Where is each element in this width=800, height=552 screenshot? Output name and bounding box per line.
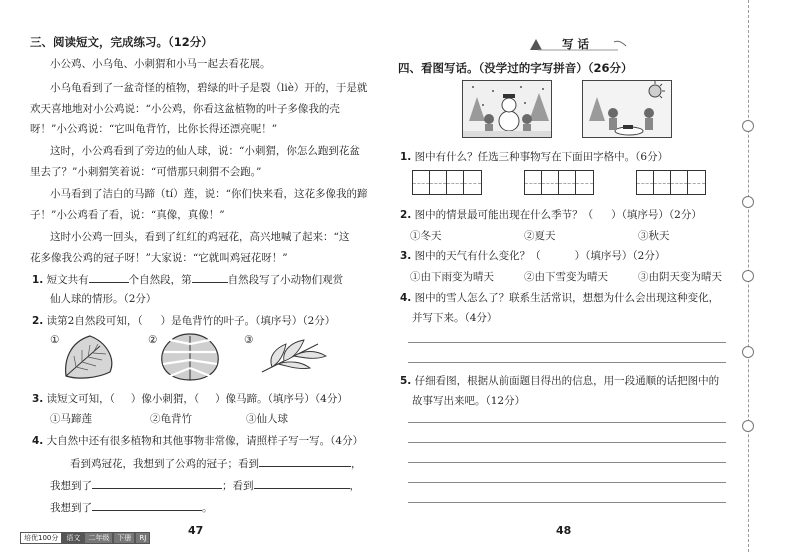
- question-4: 4. 大自然中还有很多植物和其他事物非常像，请照样子写一写。（4分）: [32, 435, 364, 447]
- page-number: 48: [556, 524, 572, 537]
- tianzige-grid[interactable]: [636, 170, 706, 195]
- question-2: 2. 读第2自然段可知，（ ）是龟背竹的叶子。（填序号）（2分）: [32, 315, 336, 327]
- option-mark: ③: [244, 334, 254, 346]
- passage-line: 欢天喜地地对小公鸡说：“小公鸡，你看这盆植物的叶子多像我的壳: [30, 103, 340, 115]
- passage-line: 花多像我公鸡的冠子呀！”大家说：“它就叫鸡冠花呀！”: [30, 252, 288, 264]
- passage-line: 里去了？”小刺猬笑着说：“可惜那只刺猬不会跑。”: [30, 166, 262, 178]
- r-question-2: 2. 图中的情景最可能出现在什么季节？（ ）（填序号）（2分）: [400, 209, 702, 221]
- passage-line: 呀！”小公鸡说：“它叫龟背竹，比你长得还漂亮呢！”: [30, 123, 278, 135]
- writing-line[interactable]: [408, 342, 726, 343]
- r-question-4: 4. 图中的雪人怎么了？联系生活常识，想想为什么会出现这种变化，: [400, 292, 720, 304]
- q3-option: ②龟背竹: [150, 413, 192, 425]
- q3-option: ③由阴天变为晴天: [638, 271, 722, 283]
- q3-option: ②由下雪变为晴天: [524, 271, 608, 283]
- binding-hole-icon: [742, 420, 754, 432]
- q2-option: ①冬天: [410, 230, 442, 242]
- binding-hole-icon: [742, 196, 754, 208]
- answer-blank[interactable]: [254, 478, 350, 489]
- answer-blank[interactable]: [192, 272, 228, 283]
- writing-line[interactable]: [408, 462, 726, 463]
- q3-option: ①由下雨变为晴天: [410, 271, 494, 283]
- r-question-5-cont: 故事写出来吧。（12分）: [412, 395, 526, 407]
- q2-option: ③秋天: [638, 230, 670, 242]
- writing-line[interactable]: [408, 362, 726, 363]
- passage-line: 小乌龟看到了一盆奇怪的植物，碧绿的叶子是裂（liè）开的，于是就: [50, 82, 368, 94]
- option-mark: ①: [50, 334, 60, 346]
- left-page: [0, 0, 390, 552]
- passage-line: 小公鸡、小乌龟、小刺猬和小马一起去看花展。: [50, 58, 271, 70]
- binding-hole-icon: [742, 120, 754, 132]
- question-4-line: 我想到了 ；看到 ，: [50, 480, 360, 492]
- section-four-title: 四、看图写话。（没学过的字写拼音）（26分）: [398, 61, 633, 75]
- question-4-line: 我想到了 。: [50, 502, 213, 514]
- passage-line: 这时小公鸡一回头，看到了红红的鸡冠花，高兴地喊了起来：“这: [50, 231, 350, 243]
- r-question-3: 3. 图中的天气有什么变化？（ ）（填序号）（2分）: [400, 250, 666, 262]
- option-mark: ②: [148, 334, 158, 346]
- writing-line[interactable]: [408, 482, 726, 483]
- answer-blank[interactable]: [92, 478, 222, 489]
- binding-hole-icon: [742, 346, 754, 358]
- answer-blank[interactable]: [259, 456, 351, 467]
- snowman-snowing-image: [462, 80, 552, 138]
- page-number: 47: [188, 524, 204, 537]
- writing-line[interactable]: [408, 422, 726, 423]
- q2-option: ②夏天: [524, 230, 556, 242]
- question-1-cont: 仙人球的情形。（2分）: [50, 293, 157, 305]
- r-question-4-cont: 并写下来。（4分）: [412, 312, 498, 324]
- question-4-line: 看到鸡冠花，我想到了公鸡的冠子；看到 ，: [70, 458, 362, 470]
- question-1: 1. 短文共有 个自然段，第 自然段写了小动物们观赏: [32, 274, 344, 286]
- tianzige-grid[interactable]: [412, 170, 482, 195]
- passage-line: 这时，小公鸡看到了旁边的仙人球，说：“小刺猬，你怎么跑到花盆: [50, 145, 360, 157]
- passage-line: 子！”小公鸡看了看，说：“真像，真像！”: [30, 209, 225, 221]
- book-badge: 培优100分 语文 二年级 下册 RJ: [20, 532, 150, 544]
- writing-banner: 写 话: [528, 36, 628, 52]
- birch-leaf-image: [60, 332, 120, 380]
- passage-line: 小马看到了洁白的马蹄（tí）莲，说：“你们快来看，这花多像我的蹄: [50, 188, 368, 200]
- r-question-1: 1. 图中有什么？任选三种事物写在下面田字格中。（6分）: [400, 151, 669, 163]
- willow-leaf-image: [258, 336, 330, 376]
- question-3: 3. 读短文可知，（ ）像小刺猬，（ ）像马蹄。（填序号）（4分）: [32, 393, 348, 405]
- answer-blank[interactable]: [92, 500, 202, 511]
- monstera-leaf-image: [158, 330, 222, 382]
- tianzige-grid[interactable]: [524, 170, 594, 195]
- answer-blank[interactable]: [89, 272, 129, 283]
- binding-hole-icon: [742, 270, 754, 282]
- writing-line[interactable]: [408, 502, 726, 503]
- section-three-title: 三、阅读短文，完成练习。（12分）: [30, 35, 213, 49]
- writing-line[interactable]: [408, 442, 726, 443]
- r-question-5: 5. 仔细看图，根据从前面题目得出的信息，用一段通顺的话把图中的: [400, 375, 720, 387]
- q3-option: ③仙人球: [246, 413, 288, 425]
- q3-option: ①马蹄莲: [50, 413, 92, 425]
- snowman-melting-sunny-image: [582, 80, 672, 138]
